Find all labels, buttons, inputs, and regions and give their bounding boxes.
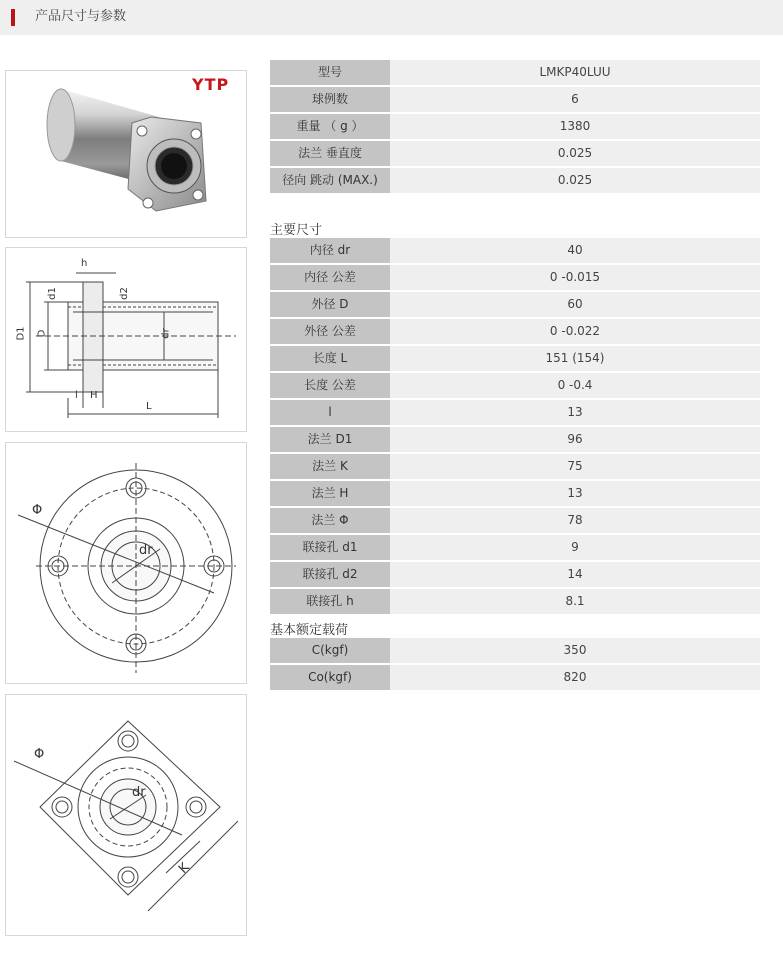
- spec-label: 法兰 垂直度: [270, 141, 390, 166]
- square-flange-drawing: [5, 694, 247, 936]
- load-row: [270, 665, 760, 690]
- spec-value: 6: [390, 87, 760, 112]
- dim-row: [270, 562, 760, 587]
- spec-row-flange-perpendicularity: [270, 141, 760, 166]
- dim-value: 14: [390, 562, 760, 587]
- dim-label-K: K: [175, 860, 193, 877]
- dimensions-section-title: 主要尺寸: [270, 223, 323, 238]
- dim-label-phi: Φ: [34, 747, 45, 762]
- dim-value: 9: [390, 535, 760, 560]
- dim-label-l: l: [75, 390, 78, 401]
- dim-row: [270, 454, 760, 479]
- dim-label: 联接孔 h: [270, 589, 390, 614]
- dim-label-d2: d2: [118, 287, 130, 300]
- load-value: 820: [390, 665, 760, 690]
- side-view-drawing: [5, 247, 247, 432]
- dim-value: 151 (154): [390, 346, 760, 371]
- header-accent-bar: [11, 9, 15, 26]
- linear-bearing-photo: [6, 71, 246, 237]
- section-header: [0, 0, 783, 35]
- spec-value: 0.025: [390, 168, 760, 193]
- spec-value: LMKP40LUU: [390, 60, 760, 85]
- dim-value: 13: [390, 481, 760, 506]
- round-flange-drawing: [5, 442, 247, 684]
- spec-row-ball-rows: [270, 87, 760, 112]
- dim-label-D: D: [36, 329, 48, 338]
- dim-value: 0 -0.4: [390, 373, 760, 398]
- load-label: C(kgf): [270, 638, 390, 663]
- load-section-title: 基本额定载荷: [270, 623, 349, 638]
- dim-label-phi: Φ: [32, 503, 43, 518]
- dim-row: [270, 589, 760, 614]
- dim-row: [270, 292, 760, 317]
- spec-row-weight: [270, 114, 760, 139]
- spec-label: 型号: [270, 60, 390, 85]
- section-title: 产品尺寸与参数: [35, 9, 127, 24]
- dim-label-d1: d1: [46, 287, 58, 300]
- dim-row: [270, 508, 760, 533]
- dim-label: 联接孔 d2: [270, 562, 390, 587]
- dim-label-h: h: [81, 258, 88, 269]
- spec-label: 重量 （ g ）: [270, 114, 390, 139]
- dim-label: 外径 公差: [270, 319, 390, 344]
- dim-value: 75: [390, 454, 760, 479]
- load-row: [270, 638, 760, 663]
- dim-row: [270, 346, 760, 371]
- dim-label: 内径 dr: [270, 238, 390, 263]
- dim-row: [270, 400, 760, 425]
- dim-label: 内径 公差: [270, 265, 390, 290]
- spec-label: 球例数: [270, 87, 390, 112]
- dim-label: 长度 公差: [270, 373, 390, 398]
- general-spec-table: [270, 60, 760, 195]
- dimensions-table: [270, 238, 760, 616]
- dim-label-H: H: [90, 390, 98, 401]
- spec-row-radial-runout: [270, 168, 760, 193]
- dim-label: 长度 L: [270, 346, 390, 371]
- dim-row: [270, 265, 760, 290]
- dim-label: 外径 D: [270, 292, 390, 317]
- dim-value: 96: [390, 427, 760, 452]
- dim-label-L: L: [146, 401, 152, 412]
- load-rating-table: [270, 638, 760, 692]
- load-label: Co(kgf): [270, 665, 390, 690]
- dim-label-dr: dr: [132, 785, 146, 800]
- dim-label: 法兰 D1: [270, 427, 390, 452]
- square-flange-svg: [6, 695, 246, 935]
- dim-value: 0 -0.015: [390, 265, 760, 290]
- spec-value: 0.025: [390, 141, 760, 166]
- dim-label: 法兰 Φ: [270, 508, 390, 533]
- side-view-svg: [6, 248, 246, 431]
- dim-label: l: [270, 400, 390, 425]
- dim-label-dr: dr: [160, 328, 172, 339]
- brand-logo: YTP: [192, 75, 230, 94]
- dim-label: 法兰 H: [270, 481, 390, 506]
- dim-label: 法兰 K: [270, 454, 390, 479]
- load-value: 350: [390, 638, 760, 663]
- dim-label: 联接孔 d1: [270, 535, 390, 560]
- dim-row: [270, 535, 760, 560]
- spec-label: 径向 跳动 (MAX.): [270, 168, 390, 193]
- dim-value: 60: [390, 292, 760, 317]
- spec-value: 1380: [390, 114, 760, 139]
- dim-row: [270, 319, 760, 344]
- dim-label-D1: D1: [15, 326, 27, 341]
- dim-row: [270, 481, 760, 506]
- dim-row: [270, 238, 760, 263]
- dim-value: 0 -0.022: [390, 319, 760, 344]
- dim-row: [270, 373, 760, 398]
- dim-value: 13: [390, 400, 760, 425]
- spec-row-model: [270, 60, 760, 85]
- round-flange-svg: [6, 443, 246, 683]
- product-photo: [5, 70, 247, 238]
- dim-value: 40: [390, 238, 760, 263]
- dim-label-dr: dr: [139, 543, 153, 558]
- dim-row: [270, 427, 760, 452]
- dim-value: 78: [390, 508, 760, 533]
- dim-value: 8.1: [390, 589, 760, 614]
